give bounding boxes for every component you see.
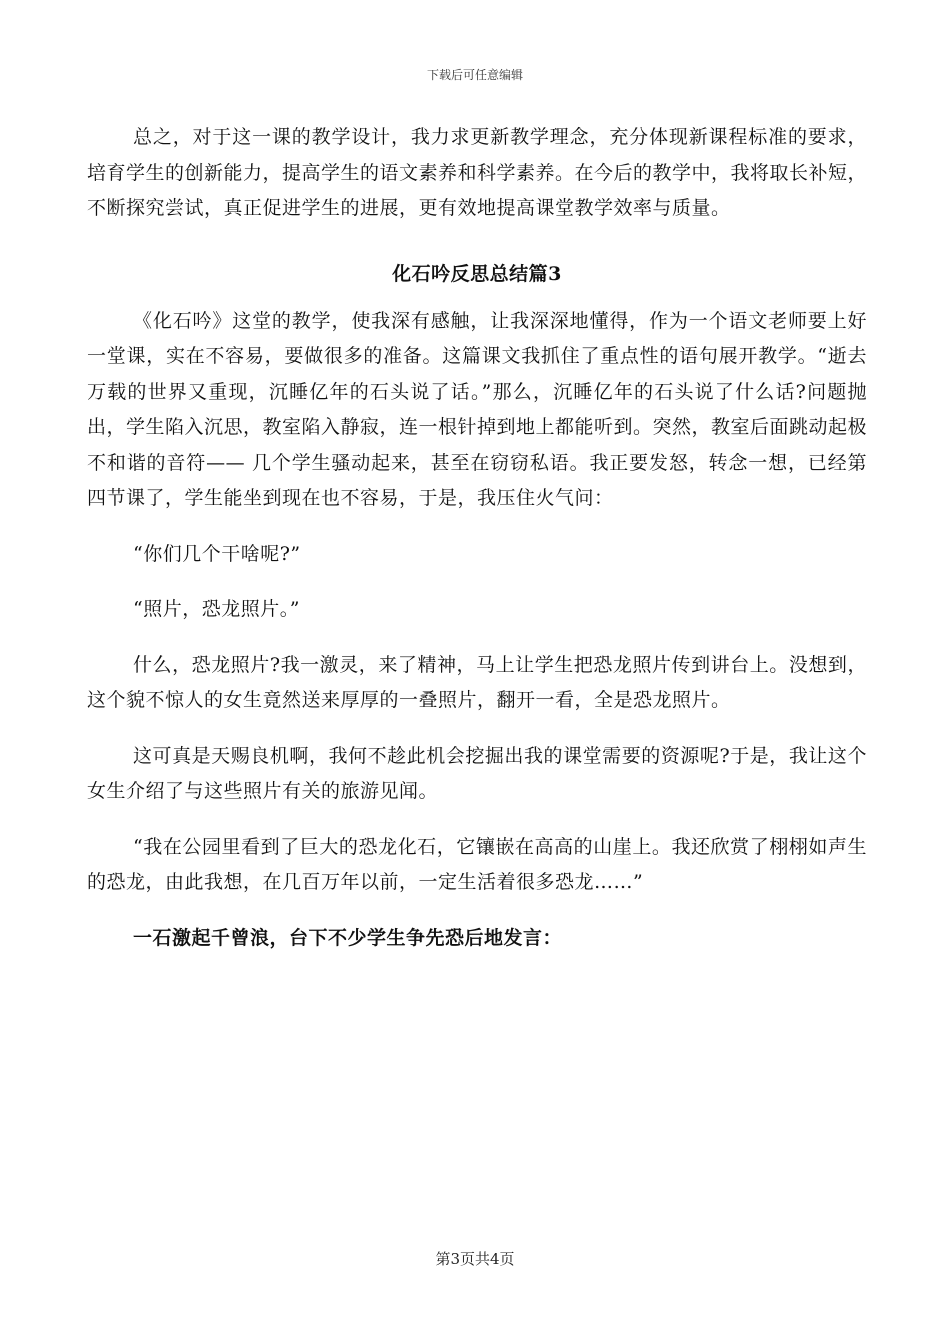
paragraph-opportunity: 这可真是天赐良机啊，我何不趁此机会挖掘出我的课堂需要的资源呢?于是，我让这个女生介绍了与这些照片有关的旅游见闻。 (87, 744, 867, 802)
paragraph-answer: “照片，恐龙照片。” (133, 598, 300, 620)
paragraph-intro: 《化石吟》这堂的教学，使我深有感触，让我深深地懂得，作为一个语文老师要上好一堂课，实在不容易，要做很多的准备。这篇课文我抓住了重点性的语句展开教学。“逝去万载的世界又重现，沉睡亿年的石头说了话。”那么，沉睡亿年的石头说了什么话?问题抛出，学生陷入沉思，教室陷入静寂，连一根针掉到地上都能听到。突然，教室后面跳动起极不和谐的音符—— 几个学生骚动起来，甚至在窃窃私语。我正要发怒，转念一想，已经第四节课了，学生能坐到现在也不容易，于是，我压住火气问： (87, 309, 868, 509)
paragraph-photos: 什么，恐龙照片?我一激灵，来了精神，马上让学生把恐龙照片传到讲台上。没想到，这个貌不惊人的女生竟然送来厚厚的一叠照片，翻开一看，全是恐龙照片。 (87, 653, 867, 711)
paragraph-student-story: “我在公园里看到了巨大的恐龙化石，它镶嵌在高高的山崖上。我还欣赏了栩栩如声生的恐龙，由此我想，在几百万年以前，一定生活着很多恐龙……” (87, 835, 867, 893)
paragraph-summary: 总之，对于这一课的教学设计，我力求更新教学理念，充分体现新课程标准的要求，培育学生的创新能力，提高学生的语文素养和科学素养。在今后的教学中，我将取长补短，不断探究尝试，真正促进学生的进展，更有效地提高课堂教学效率与质量。 (87, 126, 868, 219)
section-heading: 化石吟反思总结篇3 (392, 262, 562, 285)
page-header-note: 下载后可任意编辑 (426, 68, 523, 82)
paragraph-question: “你们几个干啥呢?” (133, 542, 301, 565)
page-number: 第3页共4页 (435, 1250, 515, 1268)
paragraph-discussion: 一石激起千曾浪，台下不少学生争先恐后地发言： (133, 926, 563, 949)
document-body (87, 120, 867, 956)
